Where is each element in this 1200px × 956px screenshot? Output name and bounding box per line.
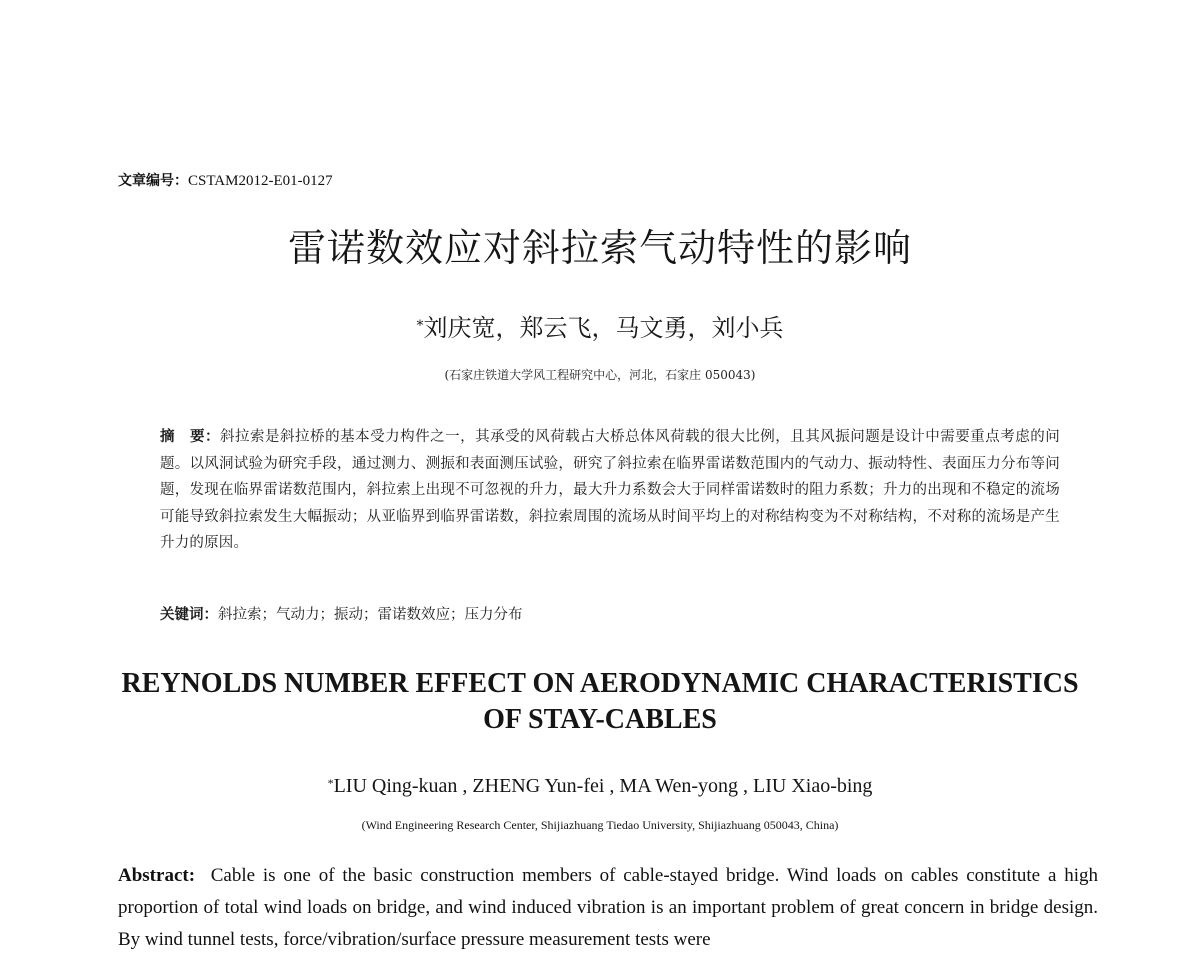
article-number-label: 文章编号： (118, 173, 188, 189)
chinese-keywords-label: 关键词： (160, 607, 218, 623)
chinese-affiliation: (石家庄铁道大学风工程研究中心，河北，石家庄 050043) (444, 368, 756, 382)
chinese-keywords-text: 斜拉索；气动力；振动；雷诺数效应；压力分布 (218, 607, 523, 623)
english-author-list: LIU Qing-kuan , ZHENG Yun-fei , MA Wen-yong , LIU Xiao-bing (333, 775, 873, 797)
english-authors (0, 772, 1200, 800)
article-number-value: CSTAM2012-E01-0127 (188, 173, 333, 189)
chinese-abstract-label: 摘 要： (160, 429, 221, 445)
english-title-line-1: REYNOLDS NUMBER EFFECT ON AERODYNAMIC CHARACTERISTICS (121, 668, 1079, 699)
chinese-author-list: 刘庆宽，郑云飞，马文勇，刘小兵 (423, 314, 784, 342)
english-abstract (118, 860, 1098, 956)
english-abstract-text: Cable is one of the basic construction members of cable-stayed bridge. Wind loads on cables constitute a high proportion of total wind loads on bridge, and wind induced vibration is an important problem of great concern in bridge design. By wind tunnel tests, force/vibration/surface pressure measurement tests were (118, 865, 1099, 950)
article-number (118, 170, 333, 191)
chinese-title: 雷诺数效应对斜拉索气动特性的影响 (287, 226, 912, 270)
english-affiliation: (Wind Engineering Research Center, Shijiazhuang Tiedao University, Shijiazhuang 050043, China) (361, 818, 839, 832)
english-abstract-label: Abstract: (118, 865, 196, 886)
chinese-abstract (160, 424, 1060, 557)
chinese-abstract-text: 斜拉索是斜拉桥的基本受力构件之一，其承受的风荷载占大桥总体风荷载的很大比例，且其风振问题是设计中需要重点考虑的问题。以风洞试验为研究手段，通过测力、测振和表面测压试验，研究了斜拉索在临界雷诺数范围内的气动力、振动特性、表面压力分布等问题，发现在临界雷诺数范围内，斜拉索上出现不可忽视的升力，最大升力系数会大于同样雷诺数时的阻力系数；升力的出现和不稳定的流场可能导致斜拉索发生大幅振动；从亚临界到临界雷诺数，斜拉索周围的流场从时间平均上的对称结构变为不对称结构，不对称的流场是产生升力的原因。 (160, 429, 1060, 551)
chinese-authors (0, 310, 1200, 346)
english-title (0, 666, 1200, 738)
english-corresponding-author-marker: * (327, 776, 334, 790)
english-title-line-2: OF STAY-CABLES (483, 704, 717, 735)
chinese-keywords (160, 602, 1060, 628)
corresponding-author-marker: * (416, 318, 424, 334)
